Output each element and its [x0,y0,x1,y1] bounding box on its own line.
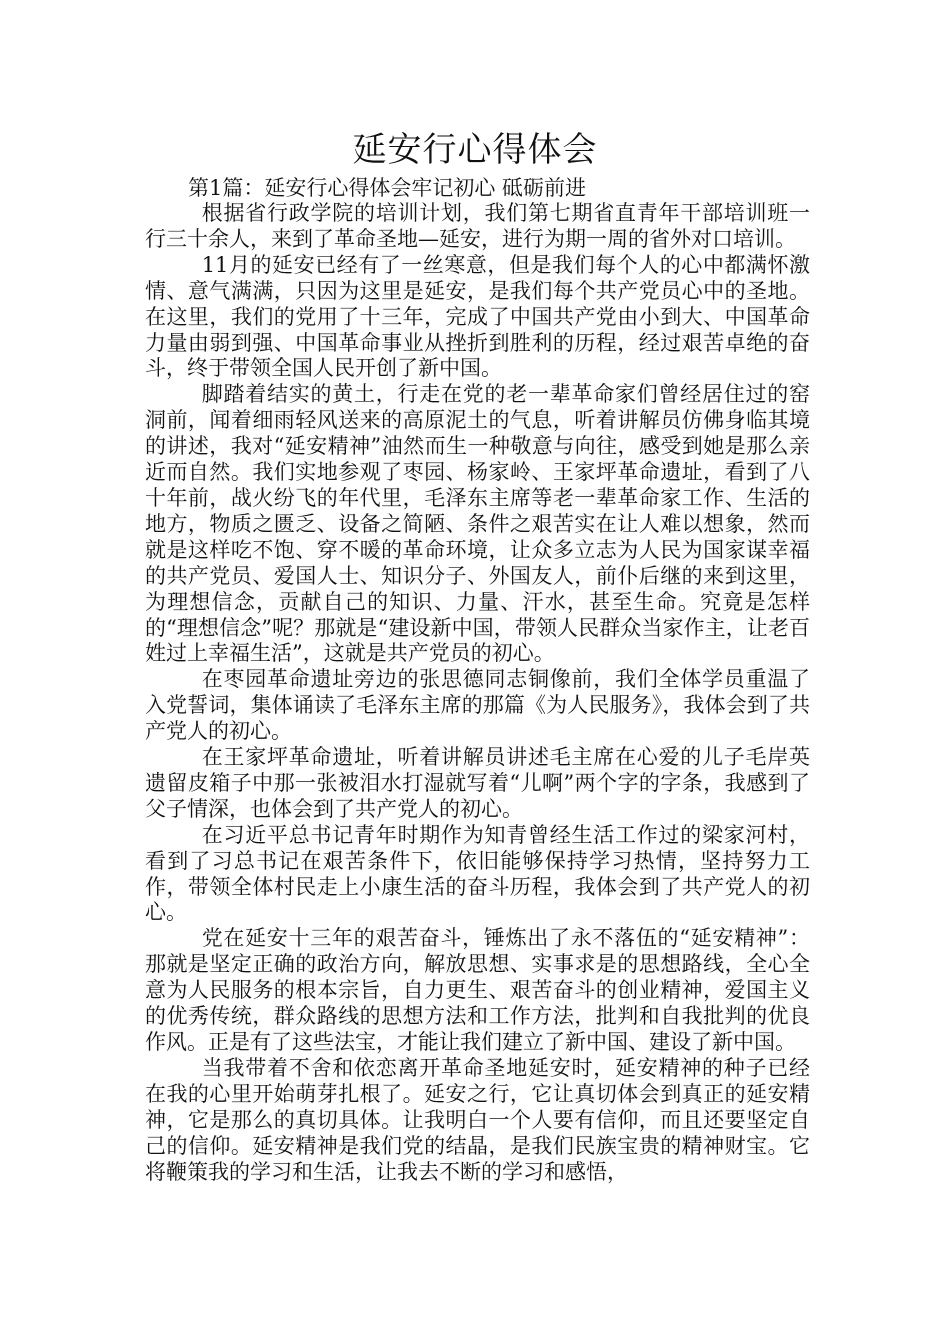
document-title: 延安行心得体会 [352,130,598,170]
paragraph-2: 11月的延安已经有了一丝寒意，但是我们每个人的心中都满怀激情、意气满满，只因为这里是延安，是我们每个共产党员心中的圣地。在这里，我们的党用了十三年，完成了中国共产党由小到大、中国革命力量由弱到强、中国革命事业从挫折到胜利的历程，经过艰苦卓绝的奋斗，终于带领全国人民开创了新中国。 [145,252,810,381]
article-body [145,201,810,1185]
paragraph-1: 根据省行政学院的培训计划，我们第七期省直青年干部培训班一行三十余人，来到了革命圣地—延安，进行为期一周的省外对口培训。 [145,201,810,251]
paragraph-3: 脚踏着结实的黄土，行走在党的老一辈革命家们曾经居住过的窑洞前，闻着细雨轻风送来的高原泥土的气息，听着讲解员仿佛身临其境的讲述，我对“延安精神”油然而生一种敬意与向往，感受到她是那么亲近而自然。我们实地参观了枣园、杨家岭、王家坪革命遗址，看到了八十年前，战火纷飞的年代里，毛泽东主席等老一辈革命家工作、生活的地方，物质之匮乏、设备之简陋、条件之艰苦实在让人难以想象，然而就是这样吃不饱、穿不暖的革命环境，让众多立志为人民为国家谋幸福的共产党员、爱国人士、知识分子、外国友人，前仆后继的来到这里，为理想信念，贡献自己的知识、力量、汗水，甚至生命。究竟是怎样的“理想信念”呢？那就是“建设新中国，带领人民群众当家作主，让老百姓过上幸福生活”，这就是共产党员的初心。 [145,382,810,666]
paragraph-8: 当我带着不舍和依恋离开革命圣地延安时，延安精神的种子已经在我的心里开始萌芽扎根了。延安之行，它让真切体会到真正的延安精神，它是那么的真切具体。让我明白一个人要有信仰，而且还要坚定自己的信仰。延安精神是我们党的结晶，是我们民族宝贵的精神财宝。它将鞭策我的学习和生活，让我去不断的学习和感悟， [145,1055,810,1184]
paragraph-7: 党在延安十三年的艰苦奋斗，锤炼出了永不落伍的“延安精神”：那就是坚定正确的政治方向，解放思想、实事求是的思想路线，全心全意为人民服务的根本宗旨，自力更生、艰苦奋斗的创业精神，爱国主义的优秀传统，群众路线的思想方法和工作方法，批判和自我批判的优良作风。正是有了这些法宝，才能让我们建立了新中国、建设了新中国。 [145,926,810,1054]
paragraph-6: 在习近平总书记青年时期作为知青曾经生活工作过的梁家河村，看到了习总书记在艰苦条件下，依旧能够保持学习热情，坚持努力工作，带领全体村民走上小康生活的奋斗历程，我体会到了共产党人的初心。 [145,822,810,925]
paragraph-4: 在枣园革命遗址旁边的张思德同志铜像前，我们全体学员重温了入党誓词，集体诵读了毛泽东主席的那篇《为人民服务》，我体会到了共产党人的初心。 [145,667,810,744]
article-subtitle: 第1篇：延安行心得体会牢记初心 砥砺前进 [188,176,587,200]
paragraph-5: 在王家坪革命遗址，听着讲解员讲述毛主席在心爱的儿子毛岸英遗留皮箱子中那一张被泪水打湿就写着“儿啊”两个字的字条，我感到了父子情深，也体会到了共产党人的初心。 [145,745,810,821]
